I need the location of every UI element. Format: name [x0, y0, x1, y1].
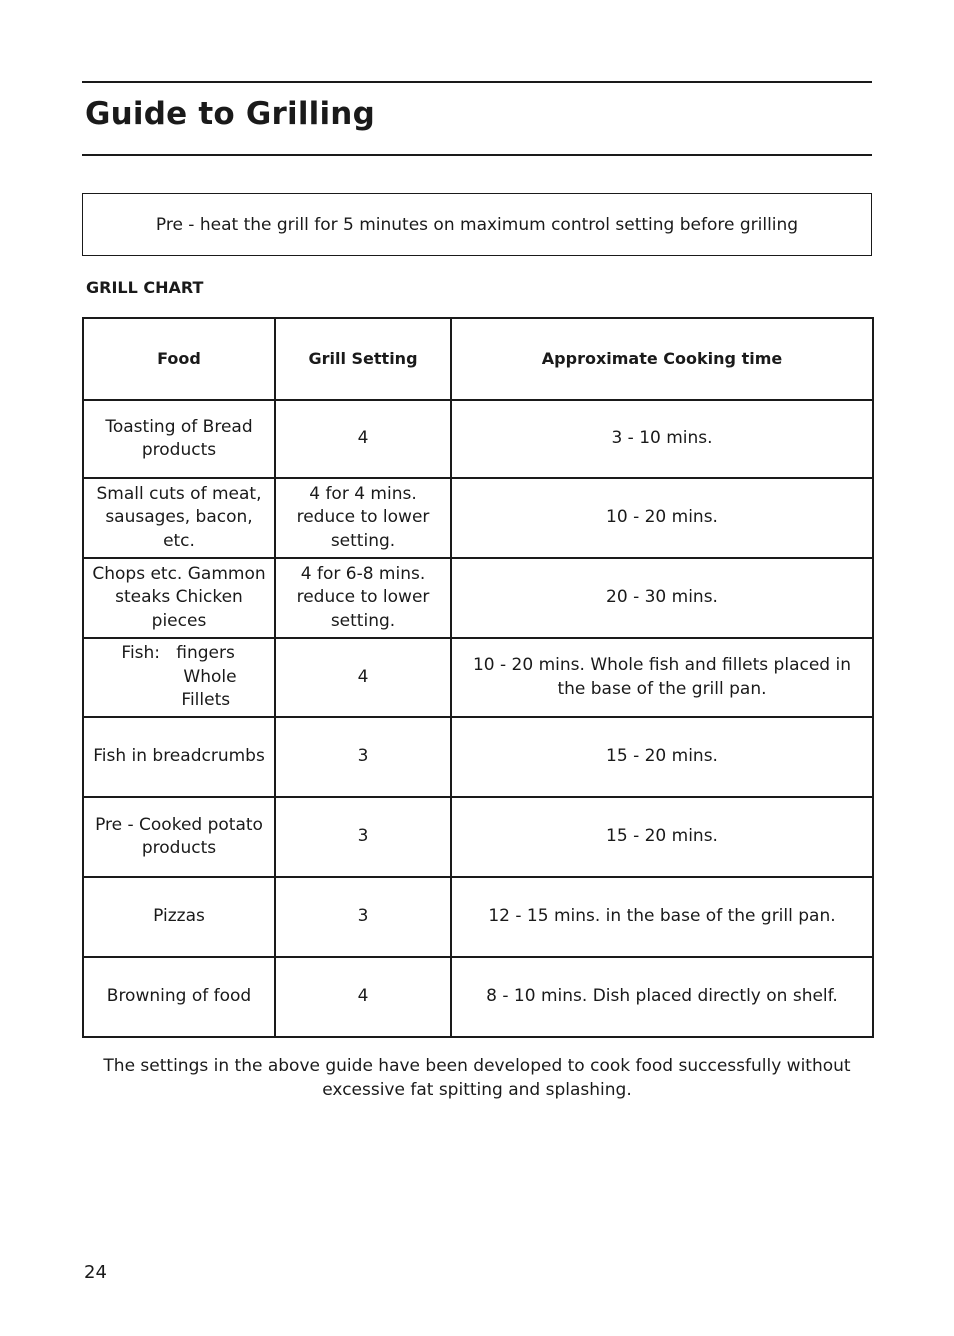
food-cell: Fish in breadcrumbs	[83, 717, 275, 797]
setting-cell: 3	[275, 877, 451, 957]
time-cell: 15 - 20 mins.	[451, 797, 873, 877]
preheat-notice	[82, 193, 872, 256]
setting-cell: 4 for 4 mins. reduce to lower setting.	[275, 478, 451, 558]
table-row	[83, 797, 873, 877]
header-food: Food	[83, 318, 275, 400]
grill-chart-table	[82, 317, 874, 1038]
time-cell: 20 - 30 mins.	[451, 558, 873, 638]
header-cooking-time: Approximate Cooking time	[451, 318, 873, 400]
title-top-rule	[82, 81, 872, 83]
table-row	[83, 957, 873, 1037]
food-cell: Pizzas	[83, 877, 275, 957]
table-row	[83, 558, 873, 638]
page-number: 24	[84, 1262, 107, 1283]
fish-item-fillets: Fillets	[181, 690, 231, 711]
fish-item-fingers: fingers	[176, 643, 235, 664]
setting-cell: 3	[275, 717, 451, 797]
header-grill-setting: Grill Setting	[275, 318, 451, 400]
table-row	[83, 638, 873, 717]
setting-cell: 4	[275, 638, 451, 717]
food-cell: Pre - Cooked potato products	[83, 797, 275, 877]
food-cell: Toasting of Bread products	[83, 400, 275, 478]
setting-cell: 3	[275, 797, 451, 877]
food-cell: Browning of food	[83, 957, 275, 1037]
time-cell: 12 - 15 mins. in the base of the grill pan.	[451, 877, 873, 957]
title-bottom-rule	[82, 154, 872, 156]
food-cell	[83, 638, 275, 717]
time-cell: 10 - 20 mins. Whole fish and fillets placed in the base of the grill pan.	[451, 638, 873, 717]
table-row	[83, 877, 873, 957]
setting-cell: 4	[275, 400, 451, 478]
time-cell: 3 - 10 mins.	[451, 400, 873, 478]
section-label: GRILL CHART	[86, 278, 204, 297]
table-row	[83, 717, 873, 797]
setting-cell: 4	[275, 957, 451, 1037]
time-cell: 15 - 20 mins.	[451, 717, 873, 797]
table-row	[83, 400, 873, 478]
page-title: Guide to Grilling	[85, 96, 375, 132]
setting-cell: 4 for 6-8 mins. reduce to lower setting.	[275, 558, 451, 638]
fish-food-list	[121, 642, 236, 713]
table-header-row	[83, 318, 873, 400]
preheat-notice-text: Pre - heat the grill for 5 minutes on maximum control setting before grilling	[155, 214, 799, 235]
fish-item-whole: Whole	[183, 666, 237, 687]
food-cell: Small cuts of meat, sausages, bacon, etc.	[83, 478, 275, 558]
fish-prefix: Fish:	[121, 643, 161, 664]
time-cell: 8 - 10 mins. Dish placed directly on shelf.	[451, 957, 873, 1037]
food-cell: Chops etc. Gammon steaks Chicken pieces	[83, 558, 275, 638]
table-row	[83, 478, 873, 558]
footer-note: The settings in the above guide have been developed to cook food successfully without excessive fat spitting and splashing.	[103, 1056, 851, 1100]
time-cell: 10 - 20 mins.	[451, 478, 873, 558]
